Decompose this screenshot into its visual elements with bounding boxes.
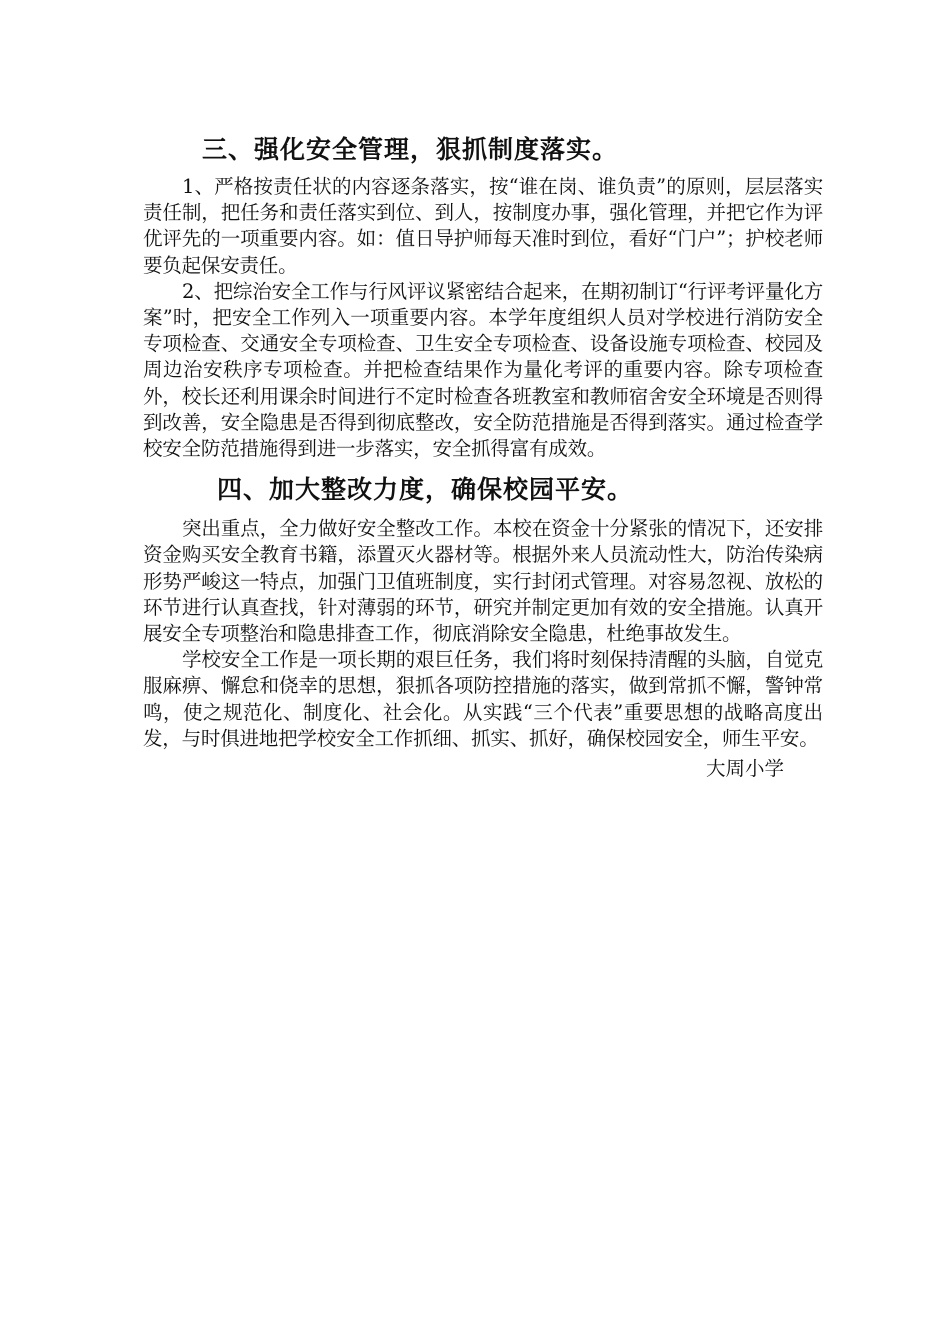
section-3-paragraph-1: 1、严格按责任状的内容逐条落实，按“谁在岗、谁负责”的原则，层层落实责任制，把任务和责任落实到位、到人，按制度办事，强化管理，并把它作为评优评先的一项重要内容。如：值日导护师每天准时到位，看好“门户”；护校老师要负起保安责任。 <box>143 175 823 277</box>
document-body <box>143 128 823 782</box>
section-heading-3: 三、强化安全管理，狠抓制度落实。 <box>202 135 619 164</box>
section-4-paragraph-2: 学校安全工作是一项长期的艰巨任务，我们将时刻保持清醒的头脑，自觉克服麻痹、懈怠和侥幸的思想，狠抓各项防控措施的落实，做到常抓不懈，警钟常鸣，使之规范化、制度化、社会化。从实践“三个代表”重要思想的战略高度出发，与时俱进地把学校安全工作抓细、抓实、抓好，确保校园安全，师生平安。 <box>143 648 823 750</box>
section-3-paragraph-2: 2、把综治安全工作与行风评议紧密结合起来，在期初制订“行评考评量化方案”时，把安全工作列入一项重要内容。本学年度组织人员对学校进行消防安全专项检查、交通安全专项检查、卫生安全专项检查、设备设施专项检查、校园及周边治安秩序专项检查。并把检查结果作为量化考评的重要内容。除专项检查外，校长还利用课余时间进行不定时检查各班教室和教师宿舍安全环境是否则得到改善，安全隐患是否得到彻底整改，安全防范措施是否得到落实。通过检查学校安全防范措施得到进一步落实，安全抓得富有成效。 <box>143 279 823 461</box>
section-heading-4: 四、加大整改力度，确保校园平安。 <box>217 475 634 505</box>
signature: 大周小学 <box>705 757 784 781</box>
section-4-paragraph-1: 突出重点，全力做好安全整改工作。本校在资金十分紧张的情况下，还安排资金购买安全教育书籍，添置灭火器材等。根据外来人员流动性大，防治传染病形势严峻这一特点，加强门卫值班制度，实行封闭式管理。对容易忽视、放松的环节进行认真查找，针对薄弱的环节，研究并制定更加有效的安全措施。认真开展安全专项整治和隐患排查工作，彻底消除安全隐患，杜绝事故发生。 <box>143 517 823 646</box>
